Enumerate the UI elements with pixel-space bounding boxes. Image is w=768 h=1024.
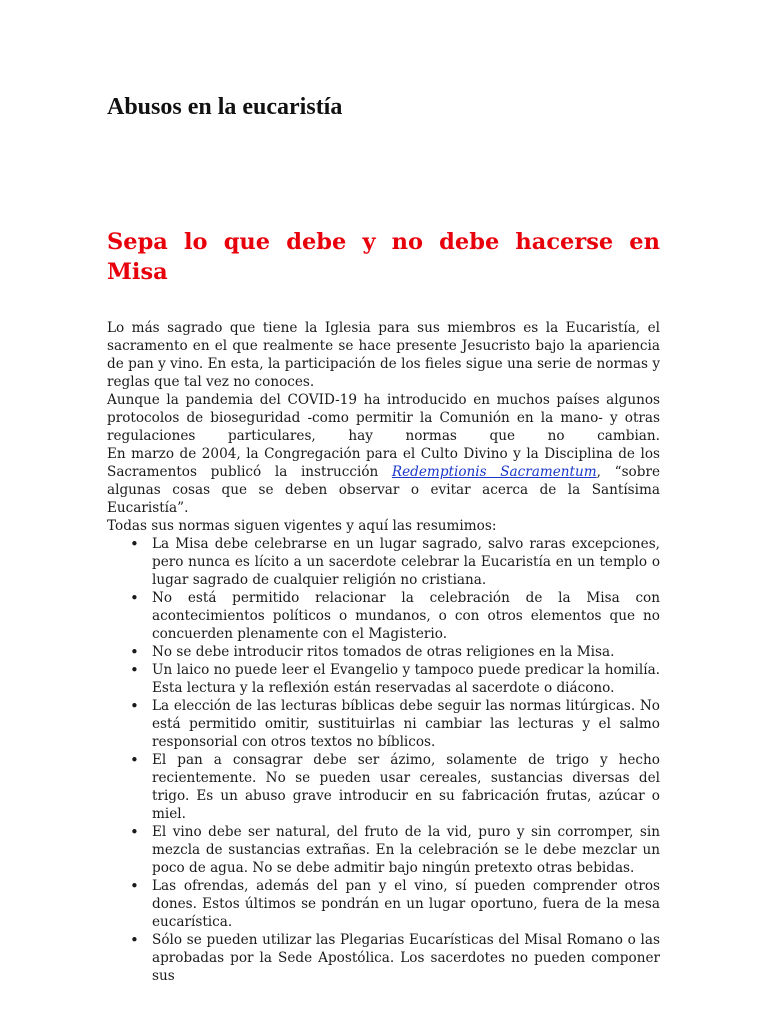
list-item: • Un laico no puede leer el Evangelio y tampoco puede predicar la homilía. Esta lectura y la reflexión están reservadas al sacerdote o diácono. [152, 661, 660, 697]
list-item: • La elección de las lecturas bíblicas debe seguir las normas litúrgicas. No está permitido omitir, sustituirlas ni cambiar las lecturas y el salmo responsorial con otros textos no bíblicos. [152, 697, 660, 751]
article-subtitle: Sepa lo que debe y no debe hacerse en Misa [107, 229, 660, 285]
instruction-text-before: En marzo de 2004, la Congregación para el Culto Divino y la Disciplina de los Sacramentos publicó la instrucción [107, 446, 660, 480]
intro-paragraph: Lo más sagrado que tiene la Iglesia para sus miembros es la Eucaristía, el sacramento en el que realmente se hace presente Jesucristo bajo la apariencia de pan y vino. En esta, la participación de los fieles sigue una serie de normas y reglas que tal vez no conoces. [107, 320, 660, 390]
list-item: • No está permitido relacionar la celebración de la Misa con acontecimientos políticos o mundanos, o con otros elementos que no concuerden plenamente con el Magisterio. [152, 589, 660, 643]
article-body [107, 319, 660, 985]
redemptionis-sacramentum-link[interactable]: Redemptionis Sacramentum [391, 464, 597, 480]
list-item: • El vino debe ser natural, del fruto de la vid, puro y sin corromper, sin mezcla de sustancias extrañas. En la celebración se le debe mezclar un poco de agua. No se debe admitir bajo ningún pretexto otras bebidas. [152, 823, 660, 877]
list-item: • La Misa debe celebrarse en un lugar sagrado, salvo raras excepciones, pero nunca es lícito a un sacerdote celebrar la Eucaristía en un templo o lugar sagrado de cualquier religión no cristiana. [152, 535, 660, 589]
pandemic-paragraph: Aunque la pandemia del COVID-19 ha introducido en muchos países algunos protocolos de bioseguridad -como permitir la Comunión en la mano- y otras regulaciones particulares, hay normas que no cambian. [107, 392, 660, 444]
summary-intro: Todas sus normas siguen vigentes y aquí las resumimos: [107, 518, 497, 534]
instruction-text-after: , “sobre algunas cosas que se deben observar o evitar acerca de la Santísima Eucaristía”. [107, 464, 660, 516]
list-item: • Sólo se pueden utilizar las Plegarias Eucarísticas del Misal Romano o las aprobadas por la Sede Apostólica. Los sacerdotes no pueden componer sus [152, 931, 660, 985]
instruction-paragraph [107, 445, 660, 517]
list-item: • El pan a consagrar debe ser ázimo, solamente de trigo y hecho recientemente. No se pueden usar cereales, sustancias diversas del trigo. Es un abuso grave introducir en su fabricación frutas, azúcar o miel. [152, 751, 660, 823]
rules-list [107, 535, 660, 985]
list-item: • No se debe introducir ritos tomados de otras religiones en la Misa. [152, 643, 660, 661]
document-title: Abusos en la eucaristía [107, 94, 343, 120]
list-item: • Las ofrendas, además del pan y el vino, sí pueden comprender otros dones. Estos últimos se pondrán en un lugar oportuno, fuera de la mesa eucarística. [152, 877, 660, 931]
